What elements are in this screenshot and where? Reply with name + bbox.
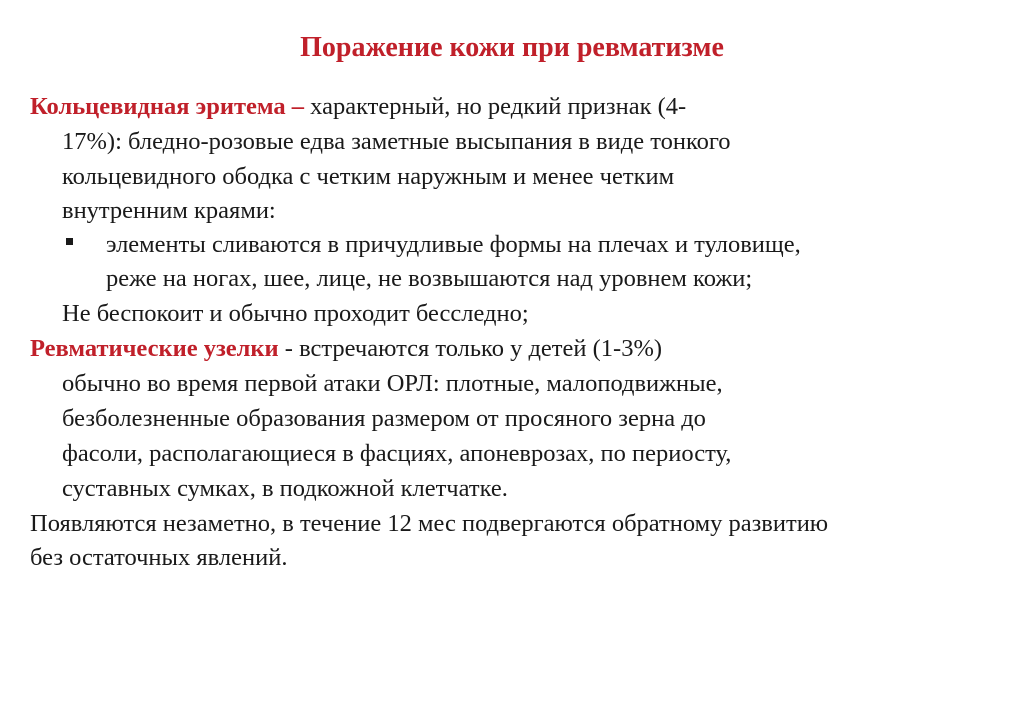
section1-first-line (30, 92, 686, 122)
section1-dash: – (285, 93, 311, 120)
section1-line1-text: характерный, но редкий признак (4- (310, 93, 687, 120)
square-bullet-icon (66, 238, 73, 245)
bullet-line1: элементы сливаются в причудливые формы на плечах и туловище, (106, 231, 801, 258)
section2-line3: безболезненные образования размером от просяного зерна до (62, 405, 706, 432)
section2-first-line (30, 334, 662, 364)
section1-line3: кольцевидного ободка с четким наружным и менее четким (62, 163, 675, 190)
section2-line4: фасоли, располагающиеся в фасциях, апоневрозах, по периосту, (62, 440, 732, 467)
conclusion-line2: без остаточных явлений. (30, 544, 288, 571)
bullet-line2: реже на ногах, шее, лице, не возвышаются над уровнем кожи; (106, 265, 753, 292)
section1-line2: 17%): бледно-розовые едва заметные высыпания в виде тонкого (62, 128, 731, 155)
section1-closing: Не беспокоит и обычно проходит бесследно; (62, 300, 529, 327)
slide-title: Поражение кожи при ревматизме (300, 32, 724, 63)
section2-line1-text: - встречаются только у детей (1-3%) (278, 335, 663, 362)
conclusion-line1: Появляются незаметно, в течение 12 мес подвергаются обратному развитию (30, 510, 829, 537)
section1-term: Кольцевидная эритема (30, 93, 286, 120)
section2-line5: суставных сумках, в подкожной клетчатке. (62, 475, 508, 502)
section2-term: Ревматические узелки (30, 335, 279, 362)
section1-line4: внутренним краями: (62, 197, 276, 224)
section2-line2: обычно во время первой атаки ОРЛ: плотные, малоподвижные, (62, 370, 723, 397)
